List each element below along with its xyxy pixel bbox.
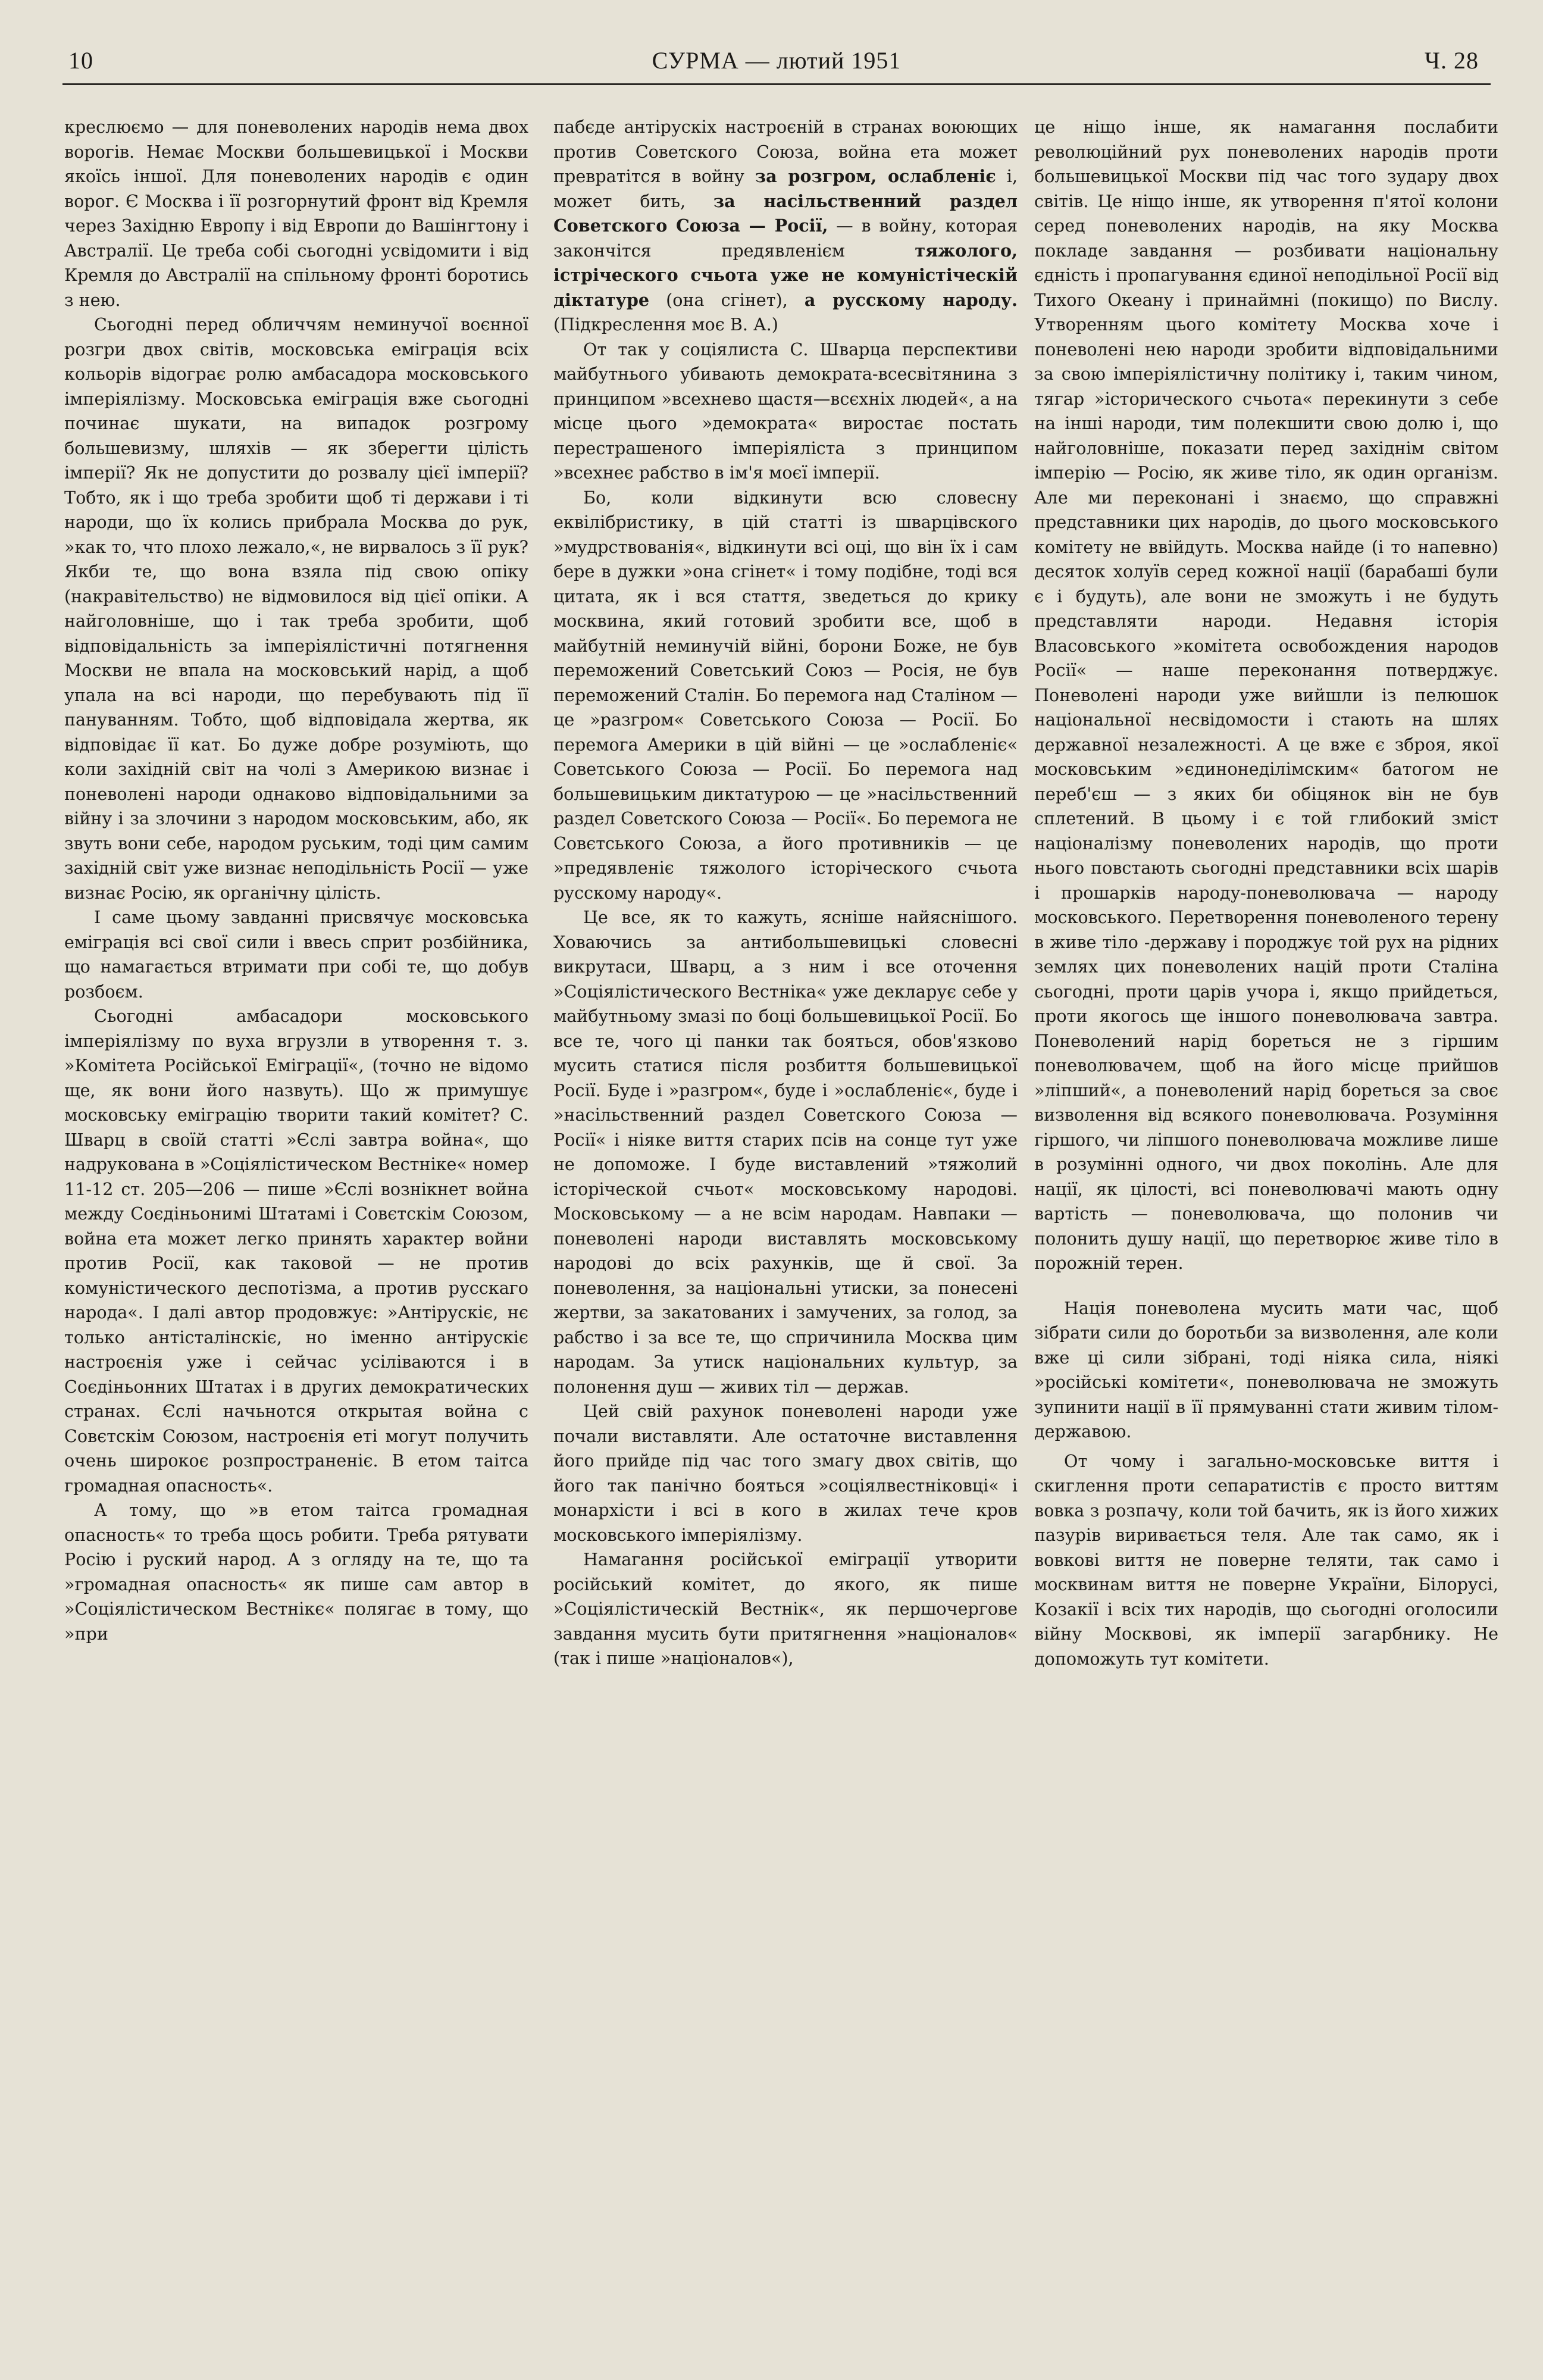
paragraph [553, 115, 1018, 337]
page-number: 10 [68, 47, 93, 74]
emphasis: за насільственний раздел Советского Союза — Росії, [553, 190, 1018, 236]
paragraph: це ніщо інше, як намагання послабити революційний рух поневолених народів проти большевицької Москви під час того зудару двох світів. Це ніщо інше, як утворення п'ятої колони серед поневолених народів, на яку Москва покладе завдання — розбивати національну єдність і пропагування єдиної неподільної Росії від Тихого Океану і принаймні (покищо) по Вислу. Утворенням цього комітету Москва хоче і поневолені нею народи зробити відповідальними за свою імперіялістичну політику і, таким чином, тягар »історического счьота« перекинути з себе на інші народи, тим полекшити свою долю і, що найголовніше, показати перед західнім світом імперію — Росію, як живе тіло, як один організм. Але ми переконані і знаємо, що справжні представники цих народів, до цього московського комітету не ввійдуть. Москва найде (і то напевно) десяток холуїв серед кожної нації (барабаші були є і будуть), але вони не зможуть і не будуть представляти народи. Недавня історія Власовського »комітета освобождения народов Росії« — наше переконання потверджує. Поневолені народи уже вийшли із пелюшок національної несвідомости і стають на шлях державної незалежності. А це вже є зброя, якої московським »єдинонеділімским« батогом не переб'єш — з яких би обіцянок він не був сплетений. В цьому і є той глибокий зміст націоналізму поневолених народів, що проти нього повстають сьогодні представники всіх шарів і прошарків народу-поневолювача — народу московського. Перетворення поневоленого терену в живе тіло -державу і породжує той рух на рідних землях цих поневолених націй проти Сталіна сьогодні, проти царів учора і, якщо прийдеться, проти якогось ще іншого поневолювача завтра. Поневолений нарід бореться не з гіршим поневолювачем, щоб на його місце прийшов »ліпший«, а поневолений нарід бореться за своє визволення від всякого поневолювача. Розуміння гіршого, чи ліпшого поневолювача можливе лише в розумінні одного, чи двох поколінь. Але для нації, як цілості, всі поневолювачі мають одну вартість — поневолювача, що полонив чи полонить душу нації, що перетворює живе тіло в порожній терен. [1034, 117, 1498, 1273]
text-column-2 [553, 115, 1018, 1671]
text-run: пабєде антірускіх настроєній в странах воюющих против Советского Союза, война ета может превратітся в войну [553, 117, 1018, 186]
text-run: і, может бить, [553, 166, 1018, 211]
emphasis: а русскому народу. [804, 289, 1018, 310]
paragraph: Нація поневолена мусить мати час, щоб зібрати сили до боротьби за визволення, але коли вже ці сили зібрані, тоді ніяка сила, ніякі »російські комітети«, поневолювача не зможуть зупинити нації в її прямуванні стати живим тілом-державою. [1034, 1297, 1498, 1441]
paragraph: Сьогодні перед обличчям неминучої воєнної розгри двох світів, московська еміграція всіх кольорів відограє ролю амбасадора московського імперіялізму. Московська еміграція вже сьогодні починає шукати, на випадок розгрому большевизму, шляхів — як зберегти цілість імперії? Як не допустити до розвалу цієї імперії? Тобто, як і що треба зробити щоб ті держави і ті народи, що їх колись прибрала Москва до рук, »как то, что плохо лежало,«, не вирвалось з її рук? Якби те, що вона взяла під свою опіку (накравітельство) не відмовилося від цієї опіки. А найголовніше, що і так треба зробити, щоб відповідальність за імперіялістичні потягнення Москви не впала на московський нарід, а щоб упала на всі народи, що перебувають під її пануванням. Тобто, щоб відповідала жертва, як відповідає її кат. Бо дуже добре розуміють, що коли західній світ на чолі з Америкою визнає і поневолені народи однаково відповідальними за війну і за злочини з народом московським, або, як звуть вони себе, народом руським, тоді цим самим західній світ уже визнає неподільність Росії — уже визнає Росію, як органічну цілість. [64, 314, 528, 903]
emphasis: за розгром, ослабленіє [755, 166, 996, 186]
paragraph: Бо, коли відкинути всю словесну еквілібристику, в цій статті із шварцівского »мудрствованія«, відкинути всі оці, що він їх і сам бере в дужки »она сгінет« і тому подібне, тоді вся цитата, як і вся стаття, зведеться до крику москвина, який готовий зробити все, щоб в майбутній неминучій війні, борони Боже, не був переможений Советський Союз — Росія, не був переможений Сталін. Бо перемога над Сталіном — це »разгром« Советського Союза — Росії. Бо перемога Америки в цій війні — це »ослабленіє« Советського Союза — Росії. Бо перемога над большевицьким диктатурою — це »насільственний раздел Советского Союза — Росії«. Бо перемога не Совєтського Союза, а його противників — це »предявленіє тяжолого історіческого счьота русскому народу«. [553, 487, 1018, 903]
text-column-3 [1034, 115, 1498, 1671]
paragraph: От так у соціялиста С. Шварца перспективи майбутнього убивають демократа-всесвітянина з принципом »всехнево щастя—всєхніх людей«, а на місце цього »демократа« виростає постать перестрашеного імперіяліста з принципом »всехнеє рабство в ім'я моєї імперії. [553, 339, 1018, 483]
paragraph: От чому і загально-московське виття і скиглення проти сепаратистів є просто виттям вовка з розпачу, коли той бачить, як із його хижих пазурів виривається теля. Але так само, як і вовкові виття не поверне теляти, так само і москвинам виття не поверне України, Білорусі, Козакії і всіх тих народів, що сьогодні оголосили війну Москвові, як імперії загарбнику. Не допоможуть тут комітети. [1034, 1450, 1498, 1669]
running-title: СУРМА — лютий 1951 [652, 47, 902, 74]
text-run: — в войну, которая закончітся предявленієм [553, 215, 1018, 261]
emphasis: тяжолого, істрічеcкого счьота уже не комуністічеcкій діктатуре [553, 240, 1018, 310]
paragraph: Це все, як то кажуть, ясніше найяснішого. Ховаючись за антибольшевицькі словесні викрутаси, Шварц, а з ним і все оточення »Соціялістического Вестніка« уже декларує себе у майбутньому змазі по боці большевицької Росії. Бо все те, чого ці панки так бояться, обов'язково мусить статися після розбиття большевицької Росії. Буде і »разгром«, буде і »ослабленіє«, буде і »насільственний раздел Советского Союза — Росії« і ніяке виття старих псів на сонце тут уже не допоможе. І буде виставлений »тяжолий історіческой счьот« московському народові. Московському — а не всім народам. Навпаки — поневолені народи виставлять московському народові до всіх рахунків, ще й свої. За поневолення, за національні утиски, за понесені жертви, за закатованих і замучених, за голод, за рабство і за все те, що спричинила Москва цим народам. За утиск національних культур, за полонення душ — живих тіл — держав. [553, 907, 1018, 1397]
text-run: (Підкреслення моє В. А.) [553, 314, 778, 334]
paragraph: Цей свій рахунок поневолені народи уже почали виставляти. Але остаточне виставлення його прийде під час того змагу двох світів, що його так панічно бояться »соціялвестніковці« і монархісти і всі в кого в жилах тече кров московського імперіялізму. [553, 1401, 1018, 1545]
paragraph: І саме цьому завданні присвячує московська еміграція всі свої сили і ввесь сприт розбійника, що намагається втримати при собі те, що добув розбоєм. [64, 907, 528, 1002]
paragraph: А тому, що »в етом таітса громадная опасность« то треба щось робити. Треба рятувати Росію і руский народ. А з огляду на те, що та »громадная опасность« як пише сам автор в »Соціялістическом Вестнікє« полягає в тому, що »при [64, 1500, 528, 1644]
paragraph: Сьогодні амбасадори московського імперіялізму по вуха вгрузли в утворення т. з. »Комітета Російської Еміграції«, (точно не відомо ще, як вони його назвуть). Що ж примушує московську еміграцію творити такий комітет? С. Шварц в своїй статті »Єслі завтра война«, що надрукована в »Соціялістическом Вестніке« номер 11-12 ст. 205—206 — пише »Єслі вознікнет война между Соєдіньонимі Штатамі і Совєтскім Союзом, война ета может легко принять характер войни против Росії, как таковой — не против комуністического деспотізма, а против русскаго народа«. І далі автор продовжує: »Антірускіє, нє только антісталінскіє, но іменно антірускіє настроєнія уже і сейчас усілівaются і в Соєдіньонних Штатах і в других демократических странах. Єслі начьнотся открытая война с Совєтскім Союзом, настроєнія еті могут получить очень широкоє розпространеніє. В етом таітса громадная опасность«. [64, 1006, 528, 1496]
issue-number: Ч. 28 [1425, 47, 1479, 74]
page-header [62, 46, 1491, 82]
text-run: (она сгінет), [666, 289, 788, 310]
paragraph: Намагання російської еміграції утворити російський комітет, до якого, як пише »Соціялістическій Вестнік«, як першочергове завдання мусить бути притягнення »націоналов« (так і пише »націоналов«), [553, 1549, 1018, 1668]
text-column-1 [64, 115, 528, 1646]
paragraph: креслюємо — для поневолених народів нема двох ворогів. Немає Москви большевицької і Москви якоїсь іншої. Для поневолених народів є один ворог. Є Москва і її розгорнутий фронт від Кремля через Західню Европу і від Европи до Вашінгтону і Австралії. Це треба собі сьогодні усвідомити і від Кремля до Австралії на спільному фронті боротись з нею. [64, 117, 528, 310]
header-rule [62, 83, 1491, 85]
